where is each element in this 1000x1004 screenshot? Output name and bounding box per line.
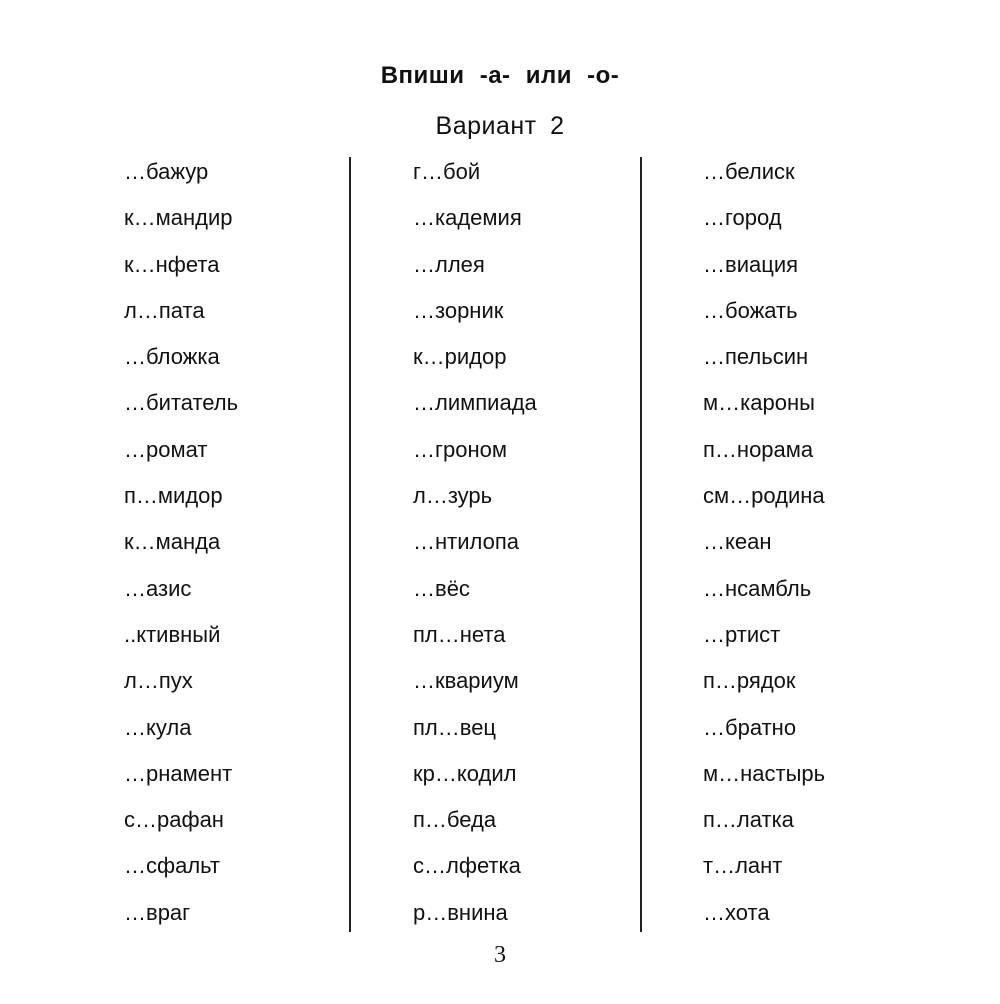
word-item: к…манда [124,529,221,555]
word-item: …битатель [124,390,239,416]
word-column-2 [413,152,537,939]
word-item: …пельсин [703,344,809,370]
word-item: …враг [124,899,191,925]
word-item: г…бой [413,159,481,184]
word-item: …нсамбль [703,575,812,601]
variant-subtitle: Вариант 2 [435,112,565,140]
word-item: …вёс [413,575,470,601]
word-item: …квариум [413,668,519,694]
word-column-1 [124,152,238,939]
word-item: …кеан [703,529,772,555]
word-item: п…латка [703,807,794,833]
column-divider [640,157,642,932]
word-item: …хота [703,899,770,925]
word-item: …белиск [703,159,795,184]
word-item: к…ридор [413,344,507,370]
word-item: л…пух [124,668,193,694]
word-item: …рнамент [124,760,233,786]
word-item: …лимпиада [413,390,537,416]
word-item: …виация [703,251,799,277]
word-item: м…кароны [703,390,815,416]
page-number: 3 [494,942,506,968]
word-item: …ллея [413,251,485,277]
word-item: т…лант [703,853,783,879]
word-item: …кула [124,714,192,740]
word-item: …кадемия [413,205,522,231]
word-item: …бложка [124,344,220,370]
word-item: п…рядок [703,668,796,694]
word-item: кр…кодил [413,760,517,786]
word-item: п…беда [413,807,497,833]
word-item: п…норама [703,436,814,462]
word-item: с…рафан [124,807,224,833]
word-item: с…лфетка [413,853,521,879]
column-divider [349,157,351,932]
word-item: пл…нета [413,621,506,647]
word-item: …сфальт [124,853,220,879]
word-item: м…настырь [703,760,826,786]
word-item: …братно [703,714,797,740]
word-item: к…нфета [124,251,220,277]
word-item: л…зурь [413,483,493,509]
word-item: …бажур [124,159,209,184]
word-item: п…мидор [124,483,223,509]
word-item: …ртист [703,621,781,647]
word-item: …зорник [413,297,504,323]
word-item: р…внина [413,899,508,925]
word-column-3 [703,152,825,939]
word-item: л…пата [124,297,205,323]
word-item: …гроном [413,436,508,462]
word-item: к…мандир [124,205,233,231]
word-item: …нтилопа [413,529,519,555]
word-item: см…родина [703,483,825,509]
page-title: Впиши -а- или -о- [380,62,620,89]
word-item: …азис [124,575,192,601]
word-item: …божать [703,297,798,323]
word-item: …ромат [124,436,208,462]
word-item: ..ктивный [124,621,221,647]
word-item: …город [703,205,782,231]
word-item: пл…вец [413,714,497,740]
